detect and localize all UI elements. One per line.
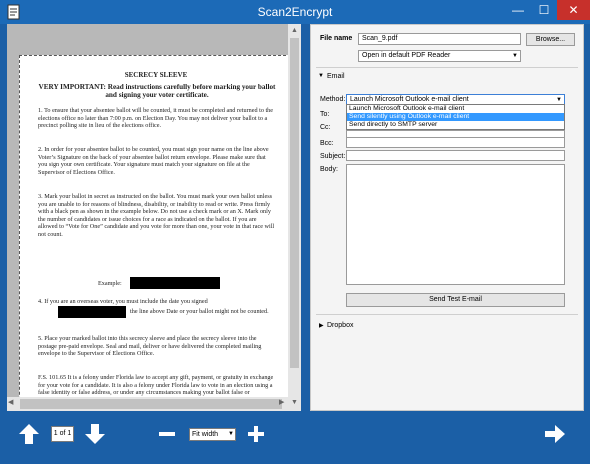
redaction-block: [130, 277, 220, 289]
example-label: Example:: [98, 280, 122, 287]
document-paragraph-4a: 4. If you are an overseas voter, you must include the date you signed: [38, 298, 208, 305]
document-important-notice: VERY IMPORTANT: Read instructions carefully before marking your ballot and signing your voter certificate.: [38, 83, 276, 100]
browse-button[interactable]: Browse...: [526, 33, 575, 46]
open-mode-value: Open in default PDF Reader: [362, 52, 451, 59]
method-option-send-silently[interactable]: Send silently using Outlook e-mail client: [347, 113, 564, 121]
dropbox-expand-icon[interactable]: ▶: [319, 323, 324, 329]
zoom-out-icon[interactable]: [158, 427, 176, 441]
scroll-right-icon[interactable]: ▶: [279, 399, 285, 406]
to-label: To:: [320, 111, 330, 118]
vertical-scroll-thumb[interactable]: [290, 38, 299, 368]
document-paragraph-4b: the line above Date or your ballot might not be counted.: [130, 308, 269, 315]
zoom-select[interactable]: [189, 428, 236, 441]
chevron-down-icon: ▼: [228, 431, 234, 437]
subject-label: Subject:: [320, 153, 346, 160]
next-arrow-icon[interactable]: [543, 423, 567, 445]
redaction-block: [58, 306, 126, 318]
horizontal-scroll-thumb[interactable]: [20, 399, 282, 409]
method-option-smtp[interactable]: Send directly to SMTP server: [349, 121, 438, 128]
scroll-up-icon[interactable]: ▲: [291, 27, 298, 34]
maximize-button[interactable]: ☐: [538, 3, 550, 17]
method-label: Method:: [320, 96, 346, 103]
open-mode-select[interactable]: [358, 50, 521, 62]
chevron-down-icon: ▼: [512, 53, 518, 59]
scroll-down-icon[interactable]: ▼: [291, 399, 298, 406]
divider: [316, 67, 578, 68]
cc-label: Cc:: [320, 124, 331, 131]
email-section-header[interactable]: Email: [327, 73, 345, 80]
dropbox-section-header[interactable]: Dropbox: [327, 322, 354, 329]
method-select-value: Launch Microsoft Outlook e-mail client: [350, 96, 469, 103]
email-expand-icon[interactable]: ▼: [318, 73, 324, 79]
divider: [316, 314, 578, 315]
bcc-label: Bcc:: [320, 140, 334, 147]
document-paragraph-3: 3. Mark your ballot in secret as instructed on the ballot. You must mark your own ballot unless you are unable to for reasons of blindness, disability, or inability to read or write. Press firmly with a black pen as shown in the example below. Do not use a check mark or an X. Mark only the number of candidates or issue choices for a race as indicated on the ballot. If you are allowed to “Vote for One” candidate and you vote for more than one, your vote in that race will not count.: [38, 193, 275, 238]
chevron-down-icon: ▼: [556, 97, 562, 103]
document-paragraph-1: 1. To ensure that your absentee ballot will be counted, it must be completed and returned to the elections office no later than 7:00 p.m. on Election Day. You may not deliver your ballot to a precinct polling site in lieu of the elections office.: [38, 107, 274, 130]
page-down-arrow-icon[interactable]: [83, 422, 107, 446]
document-paragraph-5: 5. Place your marked ballot into this secrecy sleeve and place the secrecy sleeve into the postage pre-paid envelope. Seal and mail, deliver or have delivered the completed mailing envelope to the Supervisor of Elections Office.: [38, 335, 262, 358]
zoom-in-icon[interactable]: [247, 425, 265, 443]
document-viewer[interactable]: [7, 24, 301, 411]
subject-input[interactable]: [346, 150, 565, 161]
page-up-arrow-icon[interactable]: [17, 422, 41, 446]
send-test-email-button[interactable]: Send Test E-mail: [346, 293, 565, 307]
method-dropdown-list[interactable]: [346, 104, 565, 130]
close-button[interactable]: ✕: [557, 0, 590, 20]
minimize-button[interactable]: —: [512, 3, 524, 17]
body-textarea[interactable]: [346, 164, 565, 285]
zoom-select-value: Fit width: [192, 431, 219, 438]
document-paragraph-6: F.S. 101.65 It is a felony under Florida law to accept any gift, payment, or gratuity in exchange for your vote for a candidate. It is also a felony under Florida law to vote in an election using a false identity or false address, or under any circumstances making your ballot false or: [38, 374, 274, 397]
document-paragraph-2: 2. In order for your absentee ballot to be counted, you must sign your name on the line above Voter’s Signature on the back of your absentee ballot return envelope. Please make sure that you sign your own certificate. Your signature must match your signature on file at the Supervisor of Elections Office.: [38, 146, 269, 176]
page-indicator[interactable]: 1 of 1: [51, 426, 74, 442]
file-name-input[interactable]: Scan_9.pdf: [358, 33, 521, 45]
scroll-left-icon[interactable]: ◀: [8, 399, 14, 406]
method-option-launch-outlook[interactable]: Launch Microsoft Outlook e-mail client: [349, 105, 465, 112]
window-title: Scan2Encrypt: [257, 5, 333, 19]
file-name-label: File name: [320, 35, 353, 42]
document-page: [19, 55, 291, 411]
document-heading: SECRECY SLEEVE: [124, 71, 188, 79]
body-label: Body:: [320, 166, 338, 173]
bcc-input[interactable]: [346, 137, 565, 148]
